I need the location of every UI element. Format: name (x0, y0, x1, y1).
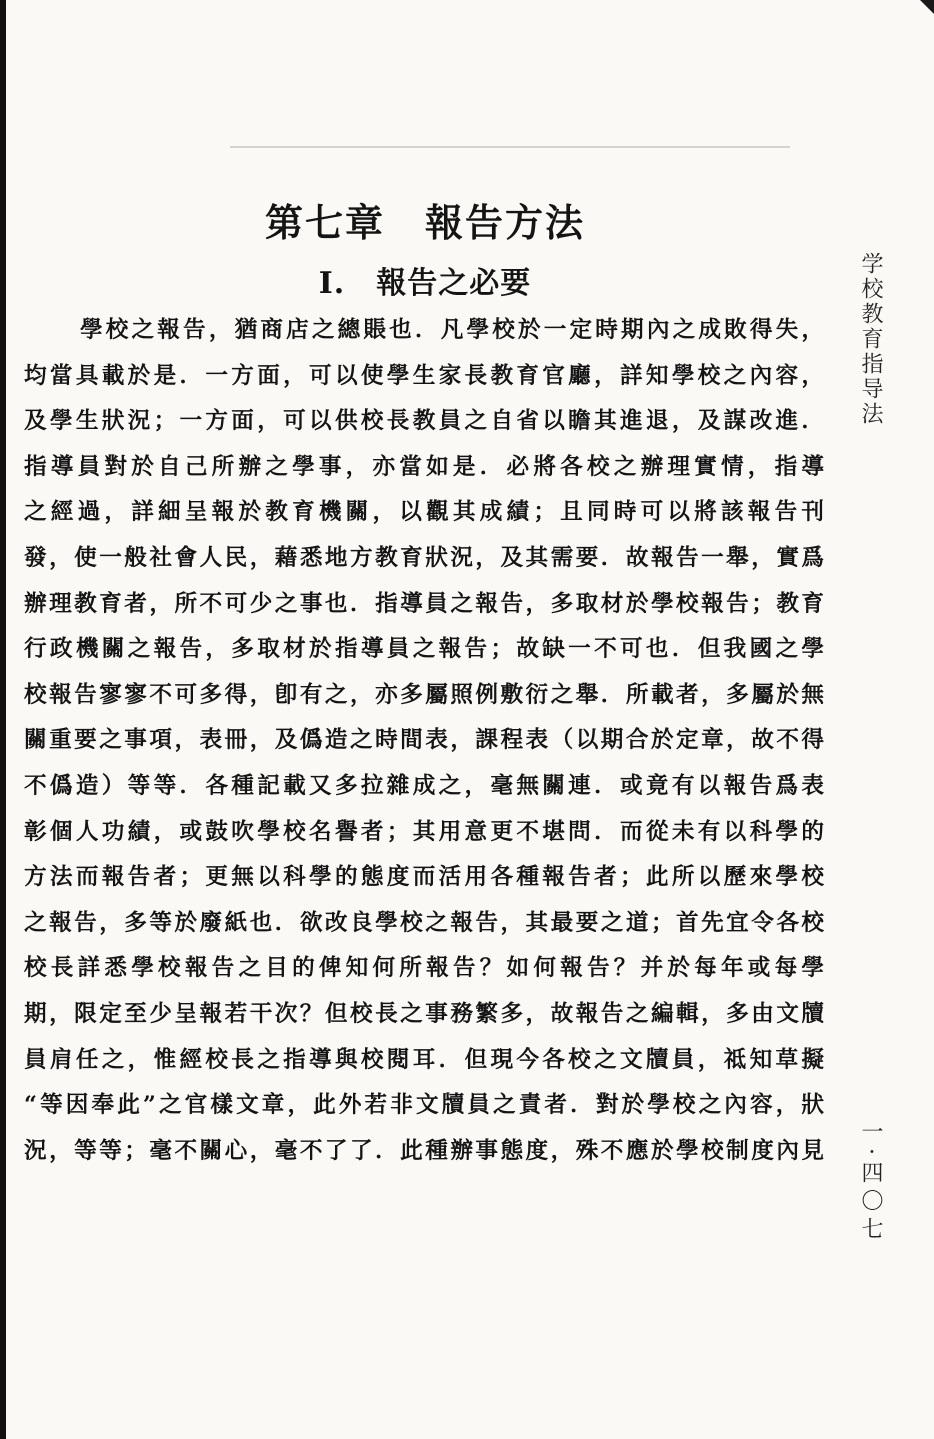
text-line: 指導員對於自己所辦之學事，亦當如是．必將各校之辦理實情，指導 (24, 453, 824, 480)
body-text (24, 308, 824, 1174)
chapter-title: 第七章 報告方法 (264, 200, 585, 245)
bleed-through-marks (230, 140, 790, 148)
text-line: 之報告，多等於廢紙也．欲改良學校之報告，其最要之道；首先宜令各校 (24, 909, 824, 936)
text-line: 關重要之事項，表冊，及僞造之時間表，課程表（以期合於定章，故不得 (24, 727, 824, 754)
text-line: 均當具載於是．一方面，可以使學生家長教育官廳，詳知學校之內容， (24, 362, 824, 389)
text-line: 彰個人功績，或鼓吹學校名譽者；其用意更不堪問．而從未有以科學的 (24, 818, 824, 845)
section-title: I. 報告之必要 (318, 266, 532, 301)
text-line: 校長詳悉學校報告之目的俾知何所報告？如何報告？并於每年或每學 (24, 955, 824, 982)
text-line: 期，限定至少呈報若干次？但校長之事務繁多，故報告之編輯，多由文牘 (24, 1000, 824, 1027)
text-line: 之經過，詳細呈報於教育機關，以觀其成績；且同時可以將該報告刊 (24, 499, 824, 526)
page-corner (920, 0, 934, 14)
text-line: 況，等等；毫不關心，毫不了了．此種辦事態度，殊不應於學校制度內見 (24, 1137, 824, 1164)
text-line: 學校之報告，猶商店之總賬也．凡學校於一定時期內之成敗得失， (80, 317, 824, 343)
text-line: 方法而報告者；更無以科學的態度而活用各種報告者；此所以歷來學校 (24, 864, 824, 891)
running-book-title: 学校教育指导法 (858, 252, 883, 427)
text-line: 員肩任之，惟經校長之指導與校閱耳．但現今各校之文牘員，祗知草擬 (24, 1046, 824, 1073)
text-line: “等因奉此”之官樣文章，此外若非文牘員之責者．對於學校之內容，狀 (24, 1092, 824, 1119)
text-line: 發，使一般社會人民，藉悉地方教育狀況，及其需要．故報告一舉，實爲 (24, 544, 824, 571)
text-line: 不僞造）等等．各種記載又多拉雜成之，毫無關連．或竟有以報告爲表 (24, 772, 824, 799)
text-line: 及學生狀況；一方面，可以供校長教員之自省以瞻其進退，及謀改進． (24, 408, 824, 435)
text-line: 辦理教育者，所不可少之事也．指導員之報告，多取材於學校報告；教育 (24, 590, 824, 617)
text-line: 校報告寥寥不可多得，卽有之，亦多屬照例敷衍之舉．所載者，多屬於無 (24, 681, 824, 708)
page-number: 一·四〇七 (858, 1120, 883, 1245)
text-line: 行政機關之報告，多取材於指導員之報告；故缺一不可也．但我國之學 (24, 636, 824, 663)
